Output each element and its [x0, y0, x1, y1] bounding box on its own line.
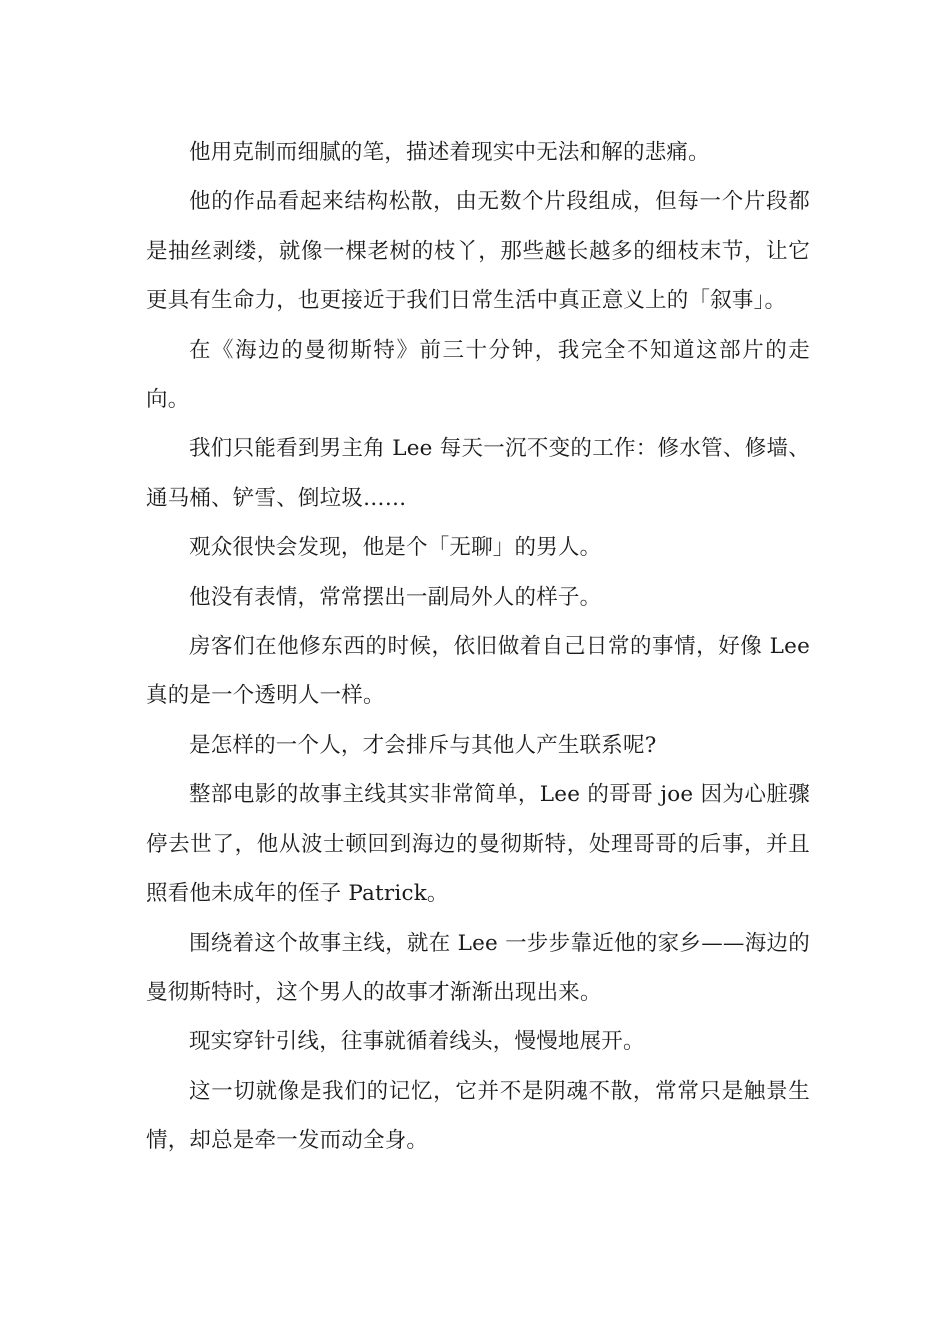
paragraph: 我们只能看到男主角 Lee 每天一沉不变的工作：修水管、修墙、通马桶、铲雪、倒垃圾…… — [146, 436, 810, 511]
paragraph: 是怎样的一个人，才会排斥与其他人产生联系呢? — [189, 732, 657, 758]
paragraph: 整部电影的故事主线其实非常简单，Lee 的哥哥 joe 因为心脏骤停去世了，他从波士顿回到海边的曼彻斯特，处理哥哥的后事，并且照看他未成年的侄子 Patrick。 — [146, 782, 810, 907]
paragraph: 他用克制而细腻的笔，描述着现实中无法和解的悲痛。 — [189, 140, 710, 165]
paragraph: 这一切就像是我们的记忆，它并不是阴魂不散，常常只是触景生情，却总是牵一发而动全身。 — [146, 1078, 810, 1154]
paragraph: 围绕着这个故事主线，就在 Lee 一步步靠近他的家乡——海边的曼彻斯特时，这个男人的故事才渐渐出现出来。 — [146, 930, 810, 1005]
article-body — [146, 128, 810, 1166]
paragraph: 在《海边的曼彻斯特》前三十分钟，我完全不知道这部片的走向。 — [146, 337, 810, 413]
paragraph: 他没有表情，常常摆出一副局外人的样子。 — [189, 584, 602, 610]
paragraph: 房客们在他修东西的时候，依旧做着自己日常的事情，好像 Lee 真的是一个透明人一样。 — [146, 634, 810, 709]
paragraph: 观众很快会发现，他是个「无聊」的男人。 — [189, 535, 602, 561]
paragraph: 现实穿针引线，往事就循着线头，慢慢地展开。 — [189, 1029, 645, 1055]
paragraph: 他的作品看起来结构松散，由无数个片段组成，但每一个片段都是抽丝剥缕，就像一棵老树的枝丫，那些越长越多的细枝末节，让它更具有生命力，也更接近于我们日常生活中真正意义上的「叙事」。 — [146, 189, 810, 314]
